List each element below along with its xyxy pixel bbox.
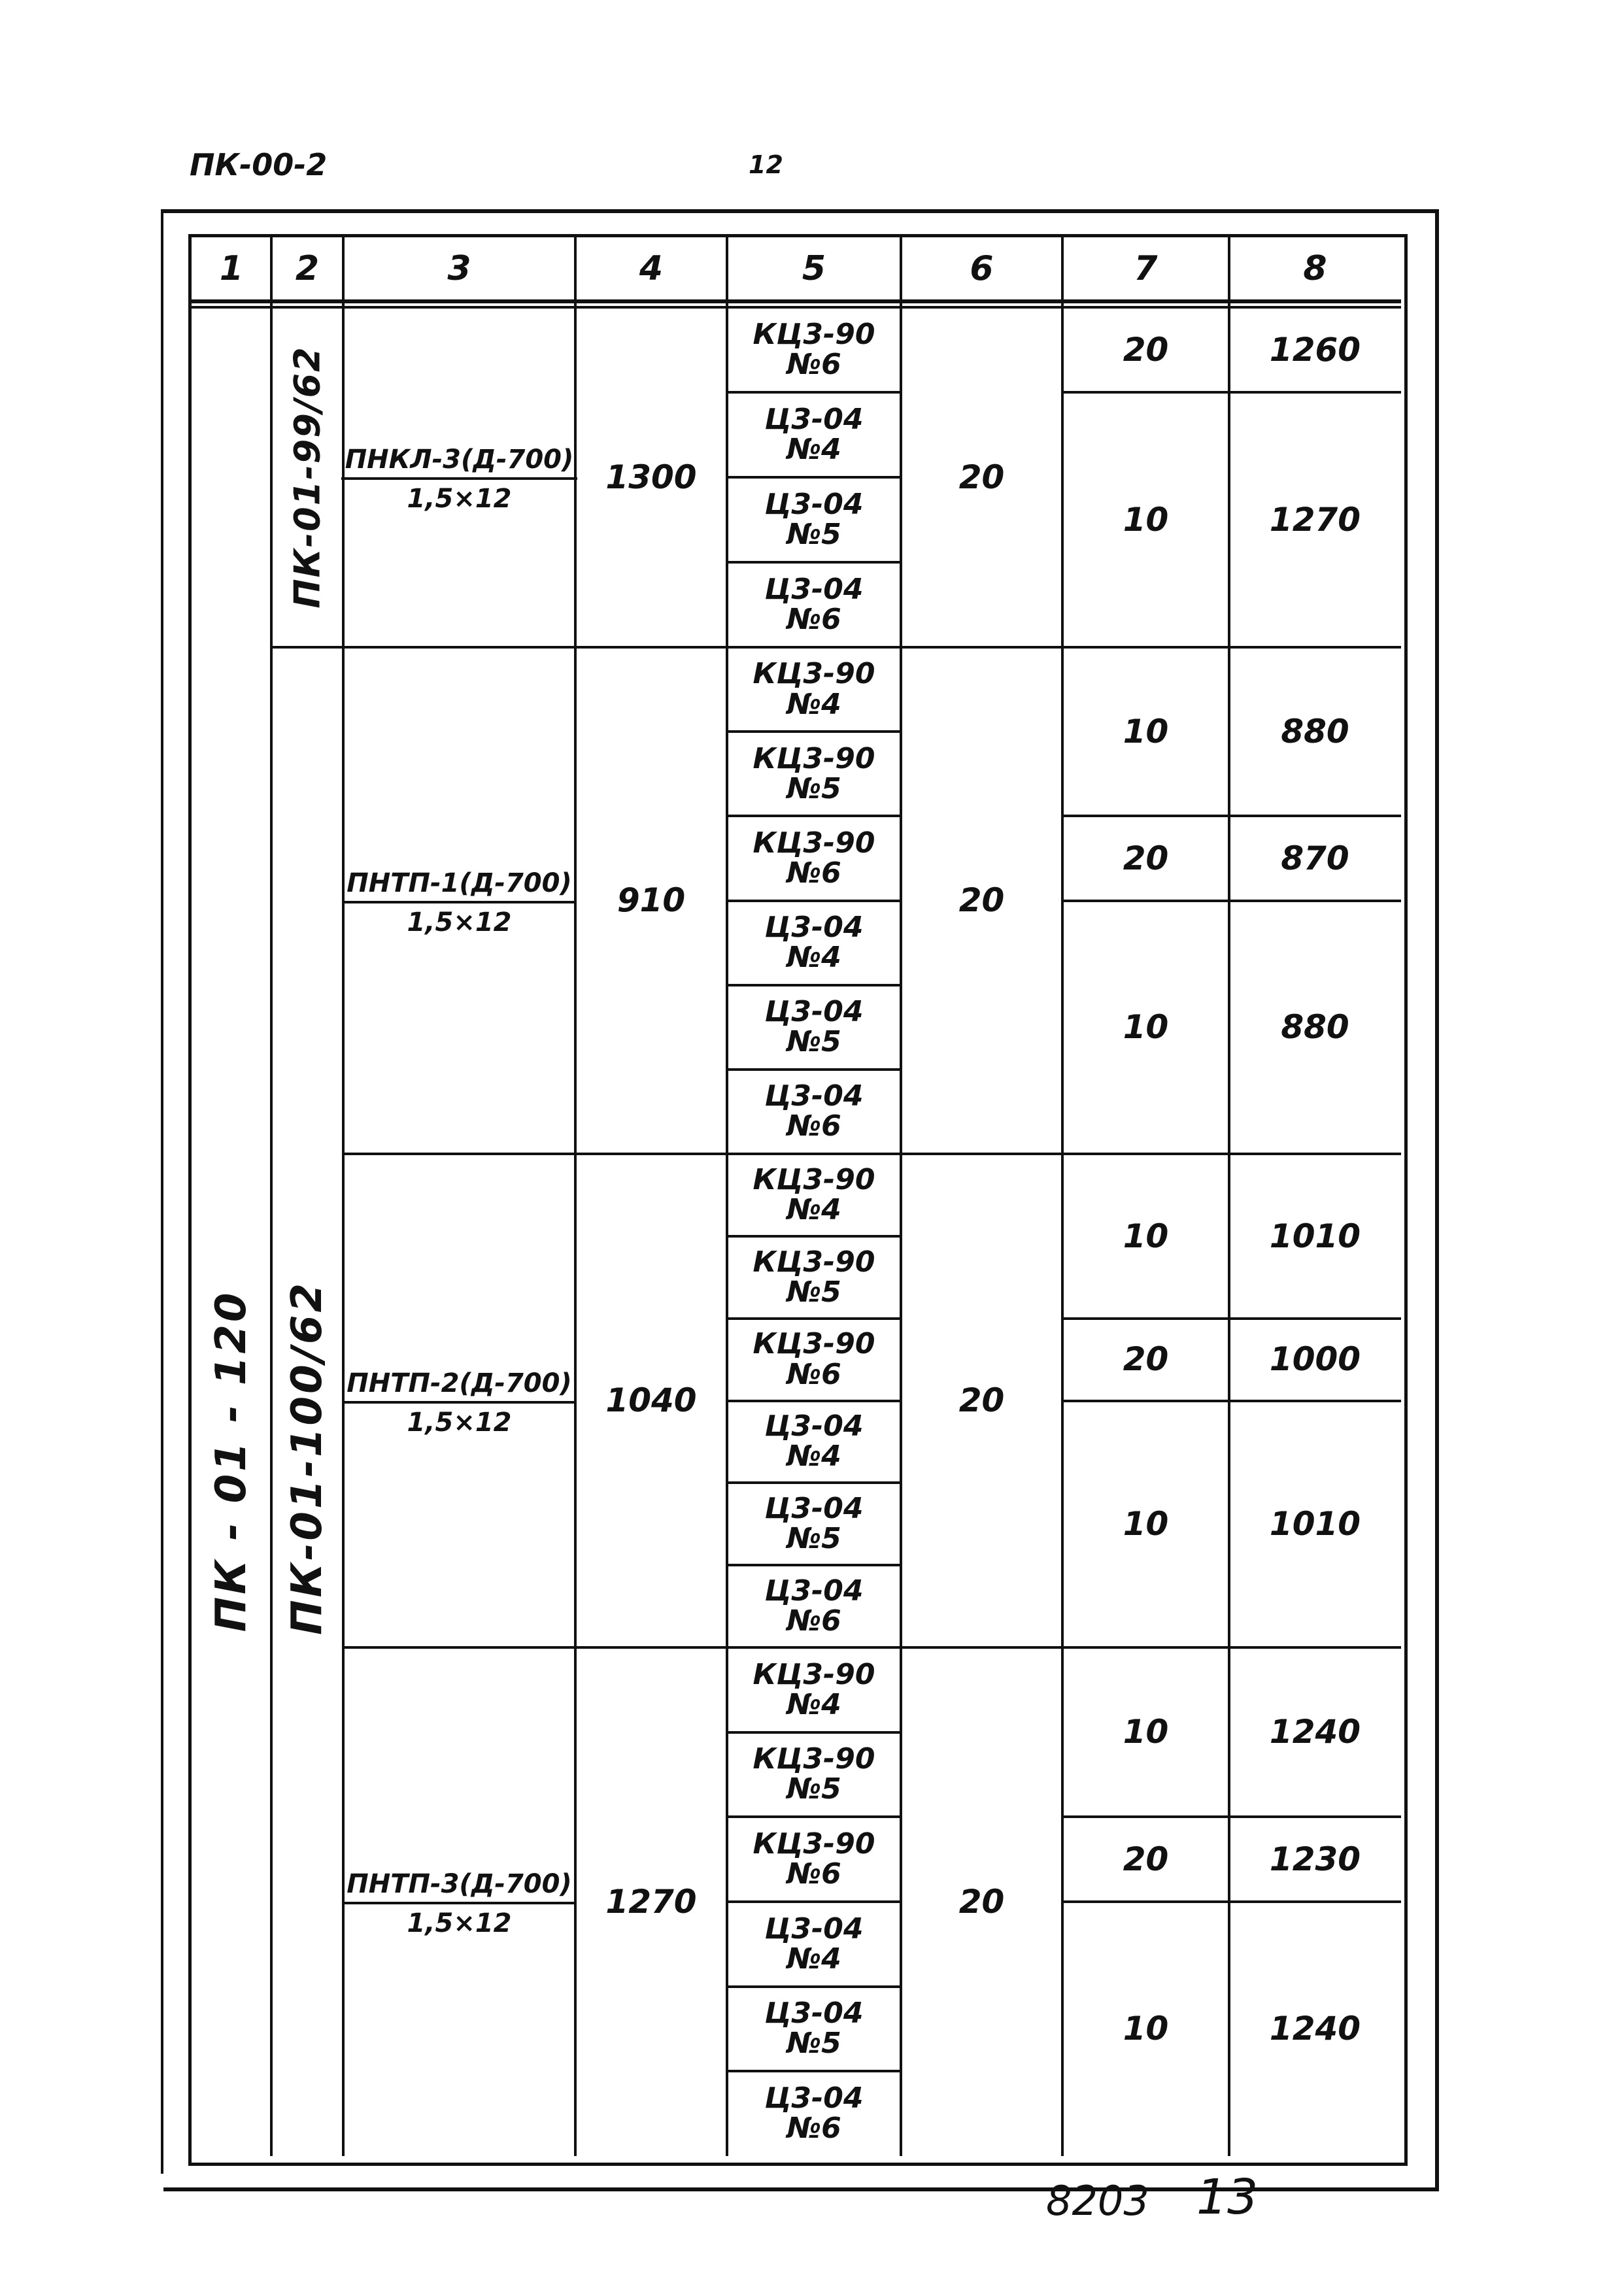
column-2-label-group-1: ПК-01-99/62 xyxy=(286,346,328,609)
product-label xyxy=(343,868,575,937)
fitting-cell xyxy=(727,1070,901,1154)
product-name: ПНТП-2(Д-700) xyxy=(343,1368,575,1404)
fitting-name: Ц3-04 xyxy=(764,2081,864,2115)
column-8-value: 1000 xyxy=(1269,1340,1361,1379)
product-size: 1,5×12 xyxy=(407,1407,512,1438)
fitting-number: №5 xyxy=(787,518,841,551)
fitting-name: Ц3-04 xyxy=(764,910,864,944)
fitting-name: КЦ3-90 xyxy=(753,826,875,860)
column-7-value: 10 xyxy=(1123,1008,1169,1046)
fitting-number: №6 xyxy=(787,1357,841,1391)
column-8-value: 1230 xyxy=(1269,1840,1361,1878)
fitting-cell xyxy=(727,1483,901,1565)
fitting-name: КЦ3-90 xyxy=(753,741,875,775)
column-7-value: 10 xyxy=(1123,2010,1169,2048)
fitting-cell xyxy=(727,1902,901,1987)
fitting-number: №6 xyxy=(787,348,841,381)
page-number: 13 xyxy=(1196,2169,1259,2225)
product-size: 1,5×12 xyxy=(407,484,512,514)
product-label xyxy=(343,1368,575,1438)
fitting-number: №6 xyxy=(787,1604,841,1638)
fitting-name: Ц3-04 xyxy=(764,487,864,521)
column-2-label-shared: ПК-01-100/62 xyxy=(283,1280,331,1636)
fitting-name: Ц3-04 xyxy=(764,995,864,1029)
fitting-name: Ц3-04 xyxy=(764,1079,864,1113)
fitting-name: Ц3-04 xyxy=(764,1997,864,2031)
column-divider xyxy=(270,237,273,2156)
fitting-number: №4 xyxy=(787,687,841,721)
fitting-name: КЦ3-90 xyxy=(753,657,875,691)
fitting-cell xyxy=(727,1647,901,1732)
fitting-number: №6 xyxy=(787,856,841,890)
document-code: ПК-00-2 xyxy=(190,147,328,182)
fitting-cell xyxy=(727,985,901,1070)
fitting-cell xyxy=(727,1319,901,1401)
product-size: 1,5×12 xyxy=(407,907,512,937)
column-7-value: 20 xyxy=(1123,839,1169,877)
fitting-number: №4 xyxy=(787,1687,841,1721)
column-7-value: 10 xyxy=(1123,1505,1169,1543)
column-7-value: 20 xyxy=(1123,330,1169,369)
fitting-cell xyxy=(727,1817,901,1902)
fitting-name: Ц3-04 xyxy=(764,1409,864,1443)
column-8-value: 1260 xyxy=(1269,330,1361,369)
column-8-value: 880 xyxy=(1281,1008,1349,1046)
column-7-value: 10 xyxy=(1123,712,1169,751)
column-header-6: 6 xyxy=(970,249,994,289)
column-8-value: 1010 xyxy=(1269,1505,1361,1543)
sheet-mark: 12 xyxy=(749,150,783,179)
fitting-number: №6 xyxy=(787,2112,841,2146)
column-header-8: 8 xyxy=(1303,249,1327,289)
fitting-name: КЦ3-90 xyxy=(753,1162,875,1196)
fitting-cell xyxy=(727,1732,901,1817)
column-header-3: 3 xyxy=(447,249,471,289)
column-8-value: 1240 xyxy=(1269,2010,1361,2048)
column-8-value: 1240 xyxy=(1269,1713,1361,1751)
fitting-cell xyxy=(727,1565,901,1647)
fitting-cell xyxy=(727,647,901,732)
fitting-name: КЦ3-90 xyxy=(753,1657,875,1691)
fitting-cell xyxy=(727,307,901,392)
fitting-cell xyxy=(727,477,901,562)
column-header-2: 2 xyxy=(295,249,320,289)
column-4-value: 1300 xyxy=(605,458,697,496)
column-8-value: 870 xyxy=(1281,839,1349,877)
fitting-name: Ц3-04 xyxy=(764,572,864,606)
fitting-name: Ц3-04 xyxy=(764,1492,864,1526)
fitting-cell xyxy=(727,816,901,900)
product-size: 1,5×12 xyxy=(407,1908,512,1938)
product-label xyxy=(343,1869,575,1938)
fitting-number: №5 xyxy=(787,1772,841,1806)
fitting-cell xyxy=(727,392,901,477)
column-8-value: 1010 xyxy=(1269,1217,1361,1255)
column-4-value: 1270 xyxy=(605,1882,697,1921)
column-6-value: 20 xyxy=(958,458,1005,496)
column-6-value: 20 xyxy=(958,1882,1005,1921)
product-name: ПНКЛ-3(Д-700) xyxy=(341,445,578,480)
fitting-name: КЦ3-90 xyxy=(753,1245,875,1279)
column-4-value: 910 xyxy=(617,881,686,920)
fitting-number: №6 xyxy=(787,603,841,636)
document-number: 8203 xyxy=(1046,2177,1149,2225)
column-7-value: 20 xyxy=(1123,1340,1169,1379)
fitting-number: №5 xyxy=(787,1275,841,1309)
fitting-number: №4 xyxy=(787,1942,841,1976)
fitting-name: Ц3-04 xyxy=(764,402,864,436)
fitting-cell xyxy=(727,901,901,985)
fitting-name: КЦ3-90 xyxy=(753,1327,875,1361)
fitting-cell xyxy=(727,562,901,647)
column-7-value: 20 xyxy=(1123,1840,1169,1878)
fitting-name: Ц3-04 xyxy=(764,1912,864,1946)
column-6-value: 20 xyxy=(958,881,1005,920)
fitting-cell xyxy=(727,1154,901,1236)
fitting-cell xyxy=(727,1236,901,1319)
fitting-name: КЦ3-90 xyxy=(753,317,875,351)
column-header-4: 4 xyxy=(639,249,664,289)
fitting-cell xyxy=(727,1401,901,1483)
fitting-number: №5 xyxy=(787,1522,841,1556)
fitting-cell xyxy=(727,1987,901,2072)
fitting-cell xyxy=(727,2071,901,2156)
column-7-value: 10 xyxy=(1123,1713,1169,1751)
fitting-number: №4 xyxy=(787,1192,841,1226)
product-name: ПНТП-1(Д-700) xyxy=(343,868,575,903)
fitting-number: №5 xyxy=(787,771,841,805)
fitting-cell xyxy=(727,732,901,816)
column-8-value: 880 xyxy=(1281,712,1349,751)
fitting-number: №5 xyxy=(787,2027,841,2061)
column-4-value: 1040 xyxy=(605,1381,697,1420)
column-6-value: 20 xyxy=(958,1381,1005,1420)
fitting-number: №4 xyxy=(787,433,841,466)
column-header-1: 1 xyxy=(219,249,244,289)
fitting-name: КЦ3-90 xyxy=(753,1827,875,1861)
column-7-value: 10 xyxy=(1123,1217,1169,1255)
product-name: ПНТП-3(Д-700) xyxy=(343,1869,575,1904)
fitting-name: Ц3-04 xyxy=(764,1574,864,1608)
fitting-number: №5 xyxy=(787,1025,841,1059)
fitting-number: №6 xyxy=(787,1109,841,1143)
product-label xyxy=(343,445,575,514)
fitting-number: №4 xyxy=(787,941,841,975)
fitting-number: №4 xyxy=(787,1440,841,1474)
fitting-number: №6 xyxy=(787,1857,841,1891)
column-7-value: 10 xyxy=(1123,500,1169,539)
column-1-label: ПК - 01 - 120 xyxy=(207,1290,256,1632)
column-divider xyxy=(342,237,345,2156)
column-8-value: 1270 xyxy=(1269,500,1361,539)
fitting-name: КЦ3-90 xyxy=(753,1742,875,1776)
column-header-7: 7 xyxy=(1134,249,1158,289)
column-header-5: 5 xyxy=(802,249,826,289)
